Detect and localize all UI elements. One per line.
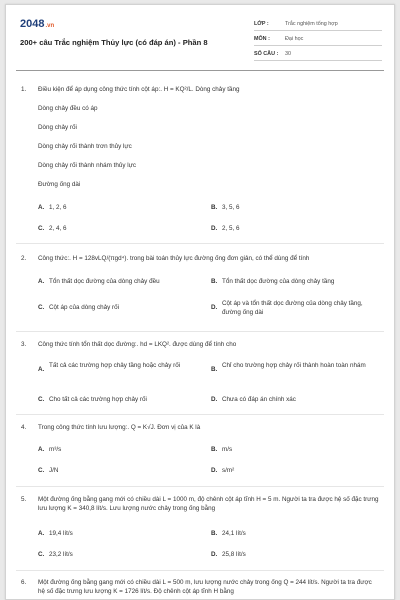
meta-subject-row xyxy=(254,33,382,46)
meta-count-key: SỐ CÂU : xyxy=(254,51,279,57)
meta-class-row xyxy=(254,18,382,31)
meta-count-value: 30 xyxy=(285,51,291,57)
meta-subject-value: Đại học xyxy=(285,36,304,42)
header-divider xyxy=(16,70,384,71)
statement-item: Dòng chảy rối thành nhám thủy lực xyxy=(38,162,137,169)
question-stem: Một đường ống bằng gang mới có chiều dài L = 500 m, lưu lượng nước chảy trong ống Q = 244 lít/s. Người ta tra được hệ số đặc trưng lưu lượng K = 1726 lít/s. Độ chênh cột áp tĩnh H bằng xyxy=(38,579,372,595)
question-divider xyxy=(16,331,384,332)
statement-item: Dòng chảy rối thành trơn thủy lực xyxy=(38,143,132,150)
question-number: 2. xyxy=(21,255,27,262)
site-logo[interactable]: 2048.vn xyxy=(20,18,55,30)
question-number: 3. xyxy=(21,341,27,348)
statement-item: Dòng chảy đều có áp xyxy=(38,105,98,112)
question-divider xyxy=(16,486,384,487)
document-page: 2048.vn 200+ câu Trắc nghiệm Thủy lực (có đáp án) - Phần 8 LỚP : Trắc nghiệm tổng hợp MÔN : Đại học SỐ CÂU : 30 1. Điều kiện để áp dụng công thức tính cột áp:. H = KQ²/L. Dòng chảy tầng Dòng chảy đều có áp Dòng chảy rối Dòng chảy rối thành trơn thủy lực Dòng chảy rối thành nhám thủy lực Đường ống dài A. 1, 2, 6 B. 3, 5, 6 C. 2, 4, 6 D. 2, 5, 6 2. Công thức:. H = 128vLQ/(πgd⁴). trong bài toán thủy lực đường ống đơn giản, có thể dùng để tính A. Tổn thất dọc đường của dòng chảy đều B. Tổn thất dọc đường của dòng chảy tầng C. Cột áp của dòng chảy rối D. Cột áp và tổn thất dọc đường của dòng chảy tầng, đường ống dài 3. Công thức tính tổn thất dọc đường:. hd = LKQ². được dùng để tính cho A. Tất cả các trường hợp chảy tầng hoặc chảy rối B. Chỉ cho trường hợp chảy rối thành hoàn toàn nhám C. Cho tất cả các trường hợp chảy rối D. Chưa có đáp án chính xác 4. Trong công thức tính lưu lượng:. Q = K√J. Đơn vị của K là A. m³/s B. m/s C. J/N D. s/m² 5. Một đường ống bằng gang mới có chiều dài L = 1000 m, độ chênh cột áp tĩnh H = 5 m. Người ta tra được hệ số đặc trưng lưu lượng K = 340,8 lít/s. Lưu lượng nước chảy trong ống bằng A. 19,4 lít/s B. 24,1 lít/s C. 23,2 lít/s D. 25,8 lít/s 6. Một đường ống bằng gang mới có chiều dài L = 500 m, lưu lượng nước chảy trong ống Q = 244 lít/s. Người ta tra được hệ số đặc trưng lưu lượng K = 1726 lít/s. Độ chênh cột áp tĩnh H bằng xyxy=(5,4,395,600)
statement-item: Dòng chảy rối xyxy=(38,124,77,131)
meta-count-row xyxy=(254,48,382,61)
question-divider xyxy=(16,243,384,244)
question-number: 4. xyxy=(21,424,27,431)
question-number: 6. xyxy=(21,579,27,586)
question-divider xyxy=(16,414,384,415)
question-divider xyxy=(16,570,384,571)
statement-item: Đường ống dài xyxy=(38,181,81,188)
meta-class-value: Trắc nghiệm tổng hợp xyxy=(285,21,338,27)
question-stem: Điều kiện để áp dụng công thức tính cột áp:. H = KQ²/L. Dòng chảy tầng xyxy=(38,86,240,93)
question-number: 1. xyxy=(21,86,27,93)
question-number: 5. xyxy=(21,496,27,503)
meta-subject-key: MÔN : xyxy=(254,36,270,42)
question-stem: Một đường ống bằng gang mới có chiều dài L = 1000 m, độ chênh cột áp tĩnh H = 5 m. Người ta tra được hệ số đặc trưng lưu lượng K = 340,8 lít/s. Lưu lượng nước chảy trong ống bằng xyxy=(38,496,379,512)
document-title: 200+ câu Trắc nghiệm Thủy lực (có đáp án) - Phần 8 xyxy=(20,38,208,47)
question-stem: Công thức:. H = 128vLQ/(πgd⁴). trong bài toán thủy lực đường ống đơn giản, có thể dùng để tính xyxy=(38,255,310,262)
question-stem: Trong công thức tính lưu lượng:. Q = K√J. Đơn vị của K là xyxy=(38,424,201,431)
question-stem: Công thức tính tổn thất dọc đường:. hd = LKQ². được dùng để tính cho xyxy=(38,341,237,348)
meta-class-key: LỚP : xyxy=(254,21,269,27)
